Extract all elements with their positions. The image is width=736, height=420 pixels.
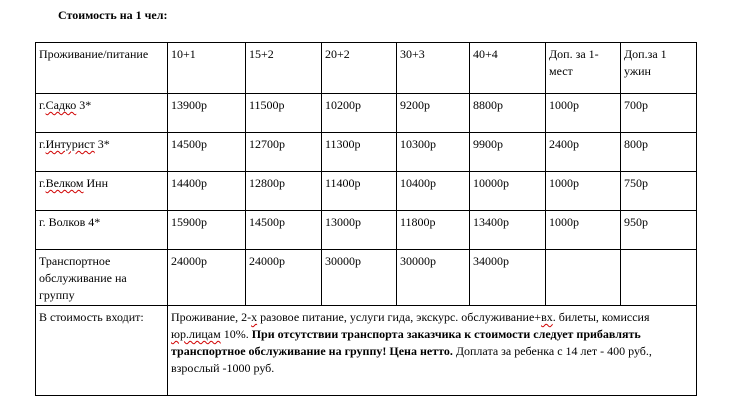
price-cell: 11800р bbox=[397, 211, 470, 250]
price-cell: 11300р bbox=[322, 133, 397, 172]
transport-label: Транспортное обслуживание на группу bbox=[36, 250, 168, 306]
price-table bbox=[35, 42, 697, 396]
price-cell: 2400р bbox=[546, 133, 621, 172]
price-cell: 10300р bbox=[397, 133, 470, 172]
price-cell: 14500р bbox=[246, 211, 322, 250]
price-cell: 14400р bbox=[168, 172, 246, 211]
col-header-15-2: 15+2 bbox=[246, 43, 322, 94]
hotel-name: г.Интурист 3* bbox=[36, 133, 168, 172]
price-cell: 24000р bbox=[246, 250, 322, 306]
price-cell: 1000р bbox=[546, 211, 621, 250]
header-row bbox=[36, 43, 697, 94]
price-cell: 12700р bbox=[246, 133, 322, 172]
col-header-20-2: 20+2 bbox=[322, 43, 397, 94]
table-row bbox=[36, 172, 697, 211]
included-text: Проживание, 2-х разовое питание, услуги гида, экскурс. обслуживание+вх. билеты, комиссия юр.лицам 10%. При отсутствии транспорта заказчика к стоимости следует прибавлять транспортное обслуживание на группу! Цена нетто. Доплата за ребенка с 14 лет - 400 руб., взрослый -1000 руб. bbox=[168, 306, 697, 396]
included-row bbox=[36, 306, 697, 396]
price-cell: 9900р bbox=[470, 133, 546, 172]
table-row bbox=[36, 94, 697, 133]
price-cell: 10200р bbox=[322, 94, 397, 133]
price-cell: 24000р bbox=[168, 250, 246, 306]
page-heading: Стоимость на 1 чел: bbox=[58, 8, 168, 22]
price-cell: 1000р bbox=[546, 94, 621, 133]
col-header-extra-dinner: Доп.за 1 ужин bbox=[621, 43, 697, 94]
price-cell: 15900р bbox=[168, 211, 246, 250]
transport-row bbox=[36, 250, 697, 306]
price-cell: 11500р bbox=[246, 94, 322, 133]
price-cell: 13900р bbox=[168, 94, 246, 133]
transport-warning: При отсутствии транспорта заказчика к стоимости следует прибавлять транспортное обслуживание на группу! Цена нетто. bbox=[171, 327, 641, 358]
included-label: В стоимость входит: bbox=[36, 306, 168, 396]
price-cell: 13400р bbox=[470, 211, 546, 250]
price-cell: 9200р bbox=[397, 94, 470, 133]
col-header-40-4: 40+4 bbox=[470, 43, 546, 94]
price-cell: 8800р bbox=[470, 94, 546, 133]
price-cell: 13000р bbox=[322, 211, 397, 250]
hotel-name: г.Садко 3* bbox=[36, 94, 168, 133]
hotel-name: г.Велком Инн bbox=[36, 172, 168, 211]
price-cell bbox=[621, 250, 697, 306]
price-cell: 750р bbox=[621, 172, 697, 211]
price-cell: 12800р bbox=[246, 172, 322, 211]
price-cell: 1000р bbox=[546, 172, 621, 211]
price-cell: 950р bbox=[621, 211, 697, 250]
hotel-name: г. Волков 4* bbox=[36, 211, 168, 250]
price-cell: 800р bbox=[621, 133, 697, 172]
price-cell: 30000р bbox=[397, 250, 470, 306]
price-cell: 11400р bbox=[322, 172, 397, 211]
price-cell: 10000р bbox=[470, 172, 546, 211]
price-cell: 14500р bbox=[168, 133, 246, 172]
col-header-10-1: 10+1 bbox=[168, 43, 246, 94]
price-cell: 700р bbox=[621, 94, 697, 133]
price-cell: 30000р bbox=[322, 250, 397, 306]
price-cell: 10400р bbox=[397, 172, 470, 211]
col-header-30-3: 30+3 bbox=[397, 43, 470, 94]
price-cell bbox=[546, 250, 621, 306]
price-cell: 34000р bbox=[470, 250, 546, 306]
table-row bbox=[36, 211, 697, 250]
col-header-accommodation: Проживание/питание bbox=[36, 43, 168, 94]
table-row bbox=[36, 133, 697, 172]
col-header-single-supplement: Доп. за 1-мест bbox=[546, 43, 621, 94]
